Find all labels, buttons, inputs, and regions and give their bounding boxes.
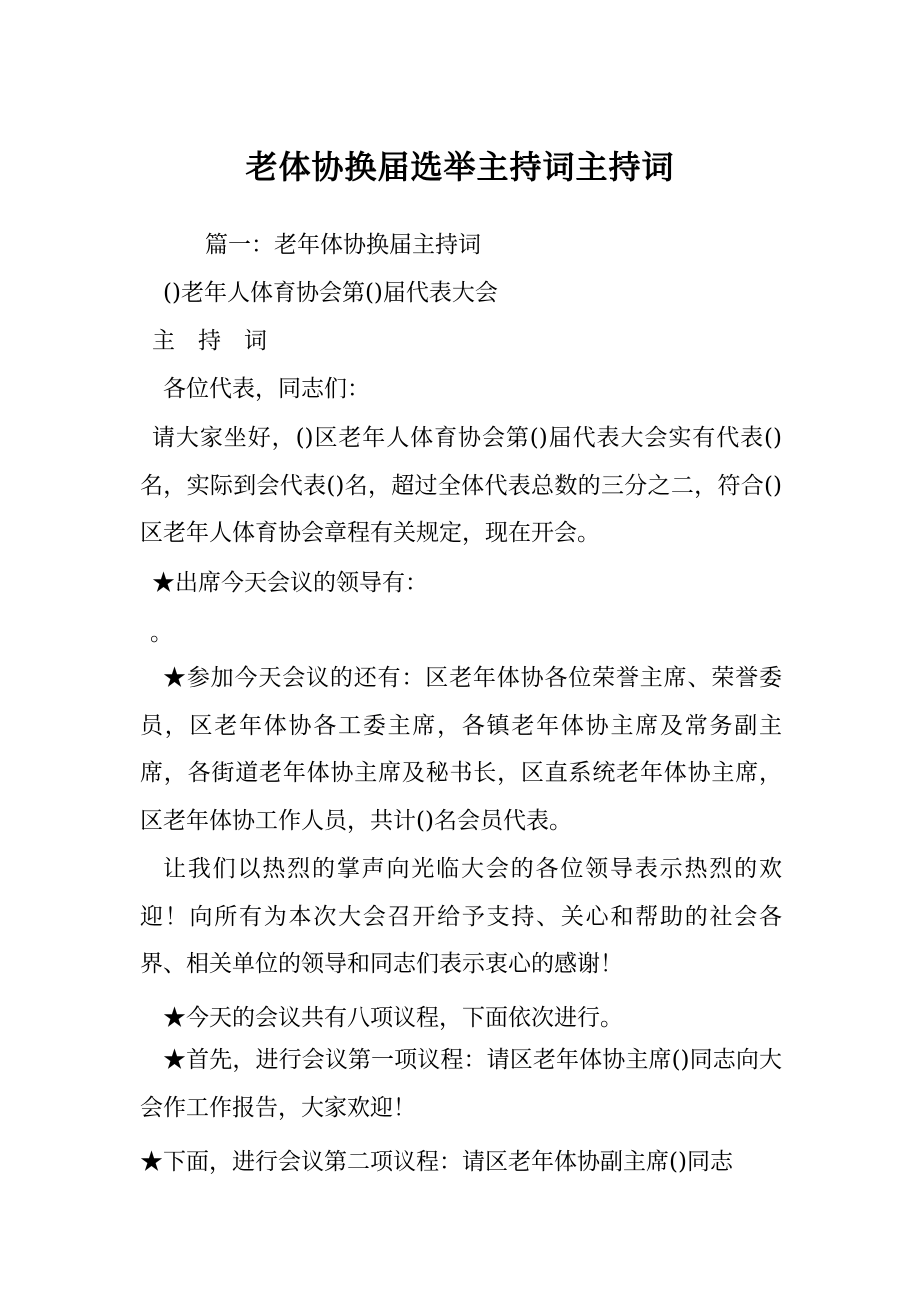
paragraph-agenda-overview: ★今天的会议共有八项议程，下面依次进行。 bbox=[163, 1005, 623, 1031]
greeting: 各位代表，同志们： bbox=[163, 376, 370, 402]
paragraph-leaders-present: ★出席今天会议的领导有： bbox=[152, 570, 428, 596]
paragraph-welcome: 让我们以热烈的掌声向光临大会的各位领导表示热烈的欢迎！向所有为本次大会召开给予支持、关心和帮助的社会各界、相关单位的领导和同志们表示衷心的感谢！ bbox=[140, 856, 782, 978]
paragraph-attendees: ★参加今天会议的还有：区老年体协各位荣誉主席、荣誉委员，区老年体协各工委主席，各镇老年体协主席及常务副主席，各街道老年体协主席及秘书长，区直系统老年体协主席，区老年体协工作人员，共计()名会员代表。 bbox=[140, 665, 782, 835]
section-heading: 篇一：老年体协换届主持词 bbox=[205, 232, 481, 258]
paragraph-placeholder-mark: 。 bbox=[150, 620, 173, 646]
paragraph-opening: 请大家坐好，()区老年人体育协会第()届代表大会实有代表()名，实际到会代表()名，超过全体代表总数的三分之二，符合()区老年人体育协会章程有关规定，现在开会。 bbox=[140, 425, 782, 547]
host-words-label: 主 持 词 bbox=[152, 328, 267, 354]
paragraph-agenda-item-1: ★首先，进行会议第一项议程：请区老年体协主席()同志向大会作工作报告，大家欢迎！ bbox=[140, 1047, 782, 1121]
paragraph-agenda-item-2: ★下面，进行会议第二项议程：请区老年体协副主席()同志 bbox=[140, 1149, 733, 1175]
document-title: 老体协换届选举主持词主持词 bbox=[245, 148, 675, 186]
meeting-name: ()老年人体育协会第()届代表大会 bbox=[163, 280, 498, 306]
